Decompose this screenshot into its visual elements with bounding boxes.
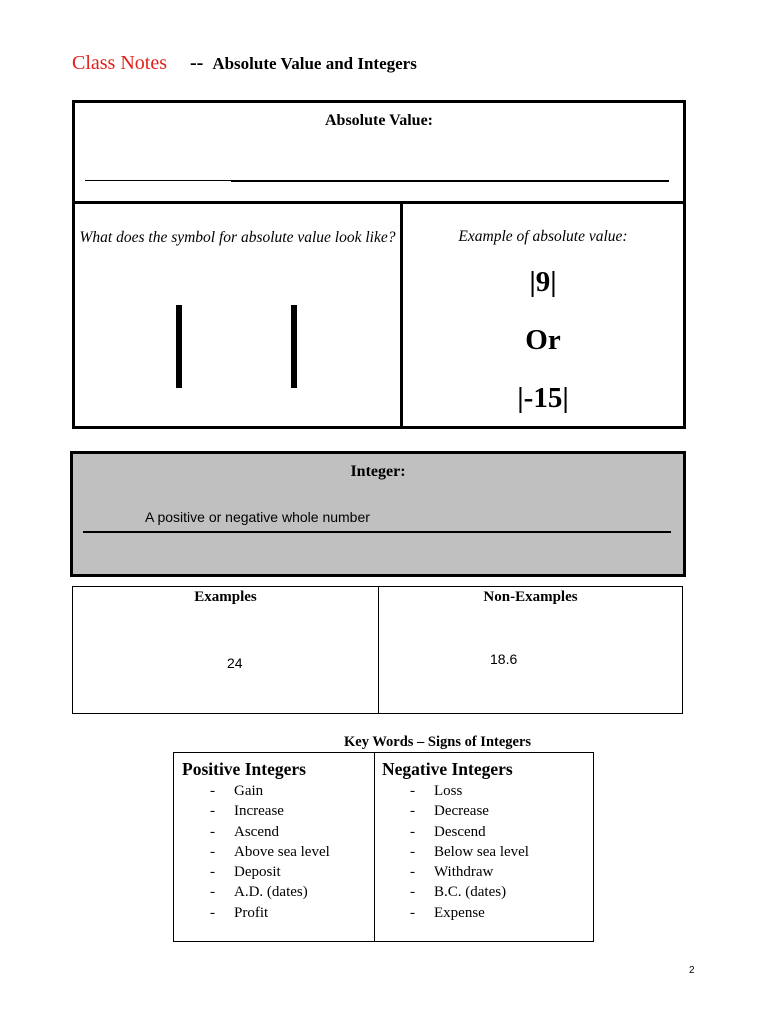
answer-line (231, 180, 669, 182)
list-item: - Deposit (210, 864, 281, 881)
list-item: - A.D. (dates) (210, 884, 308, 901)
class-notes-label: Class Notes (72, 52, 167, 74)
key-words-table (173, 752, 594, 942)
negative-column (382, 757, 529, 923)
negative-header: Negative Integers (382, 759, 513, 779)
title-separator: -- (190, 52, 204, 74)
integer-box (70, 451, 686, 577)
definition-line (83, 531, 671, 533)
key-words-divider (374, 753, 375, 941)
list-item: - Withdraw (410, 864, 494, 881)
list-item: - Decrease (410, 803, 489, 820)
absolute-value-label: Absolute Value: (324, 112, 434, 129)
example-label: Example of absolute value: (458, 228, 628, 245)
positive-header: Positive Integers (182, 759, 306, 779)
examples-table (72, 586, 683, 714)
list-item: - Increase (210, 803, 284, 820)
list-item: - Gain (210, 783, 264, 799)
non-example-value: 18.6 (490, 651, 518, 667)
key-words-title: Key Words – Signs of Integers (344, 734, 532, 750)
page-number: 2 (689, 965, 695, 976)
negative-list (382, 781, 529, 923)
positive-list (182, 781, 330, 923)
list-item: - Above sea level (210, 843, 330, 860)
list-item: - Below sea level (410, 843, 529, 860)
list-item: - Descend (410, 823, 486, 840)
absolute-value-box (72, 100, 686, 204)
list-item: - Profit (210, 904, 269, 921)
non-examples-header: Non-Examples (483, 589, 578, 605)
absolute-value-bar-right (291, 305, 297, 388)
list-item: - Ascend (210, 823, 279, 840)
integer-definition: A positive or negative whole number (145, 509, 370, 525)
integer-label: Integer: (350, 463, 406, 480)
absolute-value-bar-left (176, 305, 182, 388)
symbol-example-box (72, 201, 686, 429)
example-abs-9: |9| (529, 266, 557, 298)
examples-header: Examples (194, 589, 257, 605)
list-item: - Expense (410, 904, 485, 921)
page-title (72, 52, 417, 75)
positive-column (182, 757, 330, 923)
example-abs-neg-15: |-15| (517, 382, 569, 414)
answer-line-short (85, 180, 231, 181)
symbol-question: What does the symbol for absolute value look like? (79, 229, 396, 246)
list-item: - B.C. (dates) (410, 884, 507, 901)
example-value: 24 (227, 655, 243, 671)
topic-title: Absolute Value and Integers (212, 54, 417, 73)
example-or: Or (525, 324, 561, 356)
list-item: - Loss (410, 783, 463, 799)
